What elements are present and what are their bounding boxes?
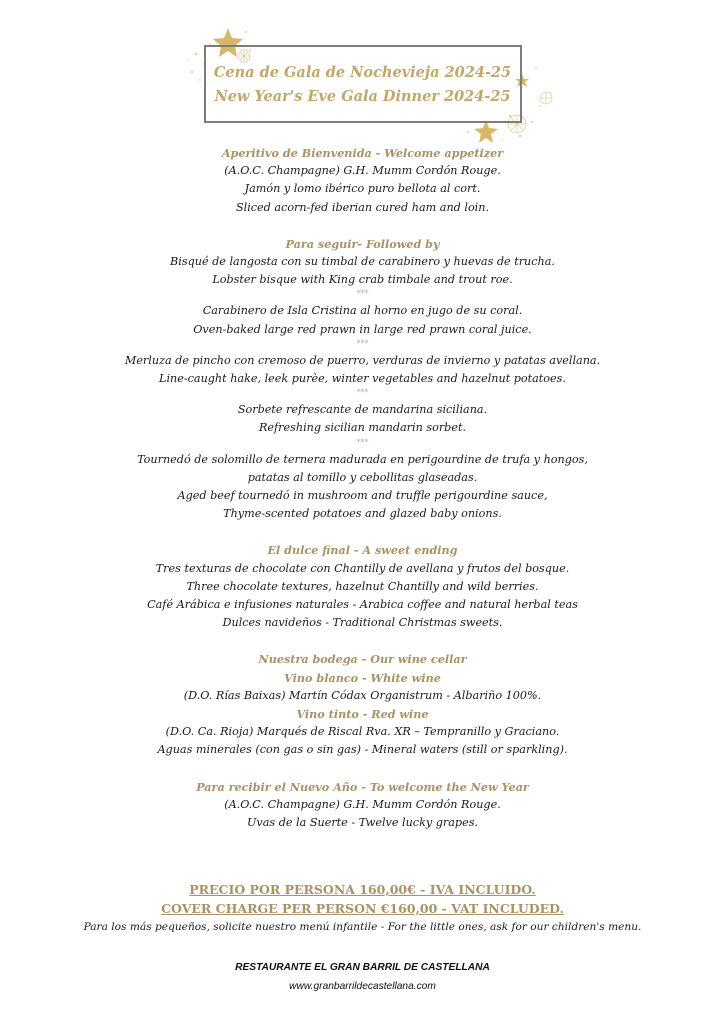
menu-line: Tres texturas de chocolate con Chantilly de avellana y frutos del bosque. — [155, 561, 570, 575]
menu-line: Sliced acorn-fed iberian cured ham and loin. — [235, 200, 490, 214]
separator: *** — [356, 437, 369, 447]
menu-line: (D.O. Rías Baixas) Martín Códax Organistrum - Albariño 100%. — [183, 688, 542, 702]
title-spanish: Cena de Gala de Nochevieja 2024-25 — [213, 64, 512, 81]
white-wine-heading: Vino blanco - White wine — [284, 670, 441, 685]
menu-line: Uvas de la Suerte - Twelve lucky grapes. — [246, 816, 478, 830]
menu-line: Aguas minerales (con gas o sin gas) - Mineral waters (still or sparkling). — [157, 743, 568, 757]
separator: *** — [356, 388, 369, 398]
menu-line: patatas al tomillo y cebollitas glaseadas. — [247, 470, 478, 484]
menu-line: (D.O. Ca. Rioja) Marqués de Riscal Rva. XR – Tempranillo y Graciano. — [165, 725, 560, 739]
menu-line: Café Arábica e infusiones naturales - Arabica coffee and natural herbal teas — [147, 598, 578, 612]
separator: *** — [356, 289, 369, 299]
menu-line: Thyme-scented potatoes and glazed baby onions. — [223, 507, 502, 521]
menu-line: Lobster bisque with King crab timbale and trout roe. — [212, 273, 513, 287]
title-english: New Year's Eve Gala Dinner 2024-25 — [214, 88, 511, 105]
menu-line: Aged beef tournedó in mushroom and truffle perigourdine sauce, — [177, 489, 548, 503]
restaurant-name: RESTAURANTE EL GRAN BARRIL DE CASTELLANA — [235, 962, 490, 973]
title-frame — [204, 45, 522, 123]
menu-body — [0, 144, 725, 832]
menu-line: Three chocolate textures, hazelnut Chantilly and wild berries. — [186, 579, 539, 593]
menu-line: Refreshing sicilian mandarin sorbet. — [258, 421, 466, 435]
price-english: COVER CHARGE PER PERSON €160,00 - VAT INCLUDED. — [161, 901, 564, 916]
newyear-heading: Para recibir el Nuevo Año - To welcome the New Year — [196, 779, 529, 794]
menu-line: Line-caught hake, leek purèe, winter vegetables and hazelnut potatoes. — [159, 372, 566, 386]
price-spanish: PRECIO POR PERSONA 160,00€ - IVA INCLUIDO. — [189, 882, 536, 897]
menu-line: Oven-baked large red prawn in large red prawn coral juice. — [193, 322, 532, 336]
dessert-heading: El dulce final - A sweet ending — [267, 543, 458, 558]
wine-heading: Nuestra bodega - Our wine cellar — [258, 652, 467, 667]
followed-heading: Para seguir- Followed by — [285, 236, 440, 251]
menu-line: (A.O.C. Champagne) G.H. Mumm Cordón Rouge. — [224, 164, 501, 178]
menu-line: Tournedó de solomillo de ternera madurada en perigourdine de trufa y hongos, — [137, 452, 588, 466]
menu-line: Merluza de pincho con cremoso de puerro, verduras de invierno y patatas avellana. — [124, 353, 601, 367]
menu-line: Sorbete refrescante de mandarina siciliana. — [237, 403, 488, 417]
red-wine-heading: Vino tinto - Red wine — [296, 707, 429, 722]
website-link[interactable]: www.granbarrildecastellana.com — [289, 981, 436, 992]
kids-menu-note: Para los más pequeños, solicite nuestro menú infantile - For the little ones, ask for our children's menu. — [83, 921, 642, 933]
menu-line: (A.O.C. Champagne) G.H. Mumm Cordón Rouge. — [224, 797, 501, 811]
separator: *** — [356, 338, 369, 348]
menu-line: Carabinero de Isla Cristina al horno en jugo de su coral. — [202, 304, 523, 318]
welcome-heading: Aperitivo de Bienvenida - Welcome appetizer — [221, 146, 504, 160]
menu-line: Bisqué de langosta con su timbal de carabinero y huevas de trucha. — [170, 255, 555, 269]
menu-line: Dulces navideños - Traditional Christmas sweets. — [222, 616, 503, 630]
menu-line: Jamón y lomo ibérico puro bellota al cort. — [244, 182, 481, 196]
